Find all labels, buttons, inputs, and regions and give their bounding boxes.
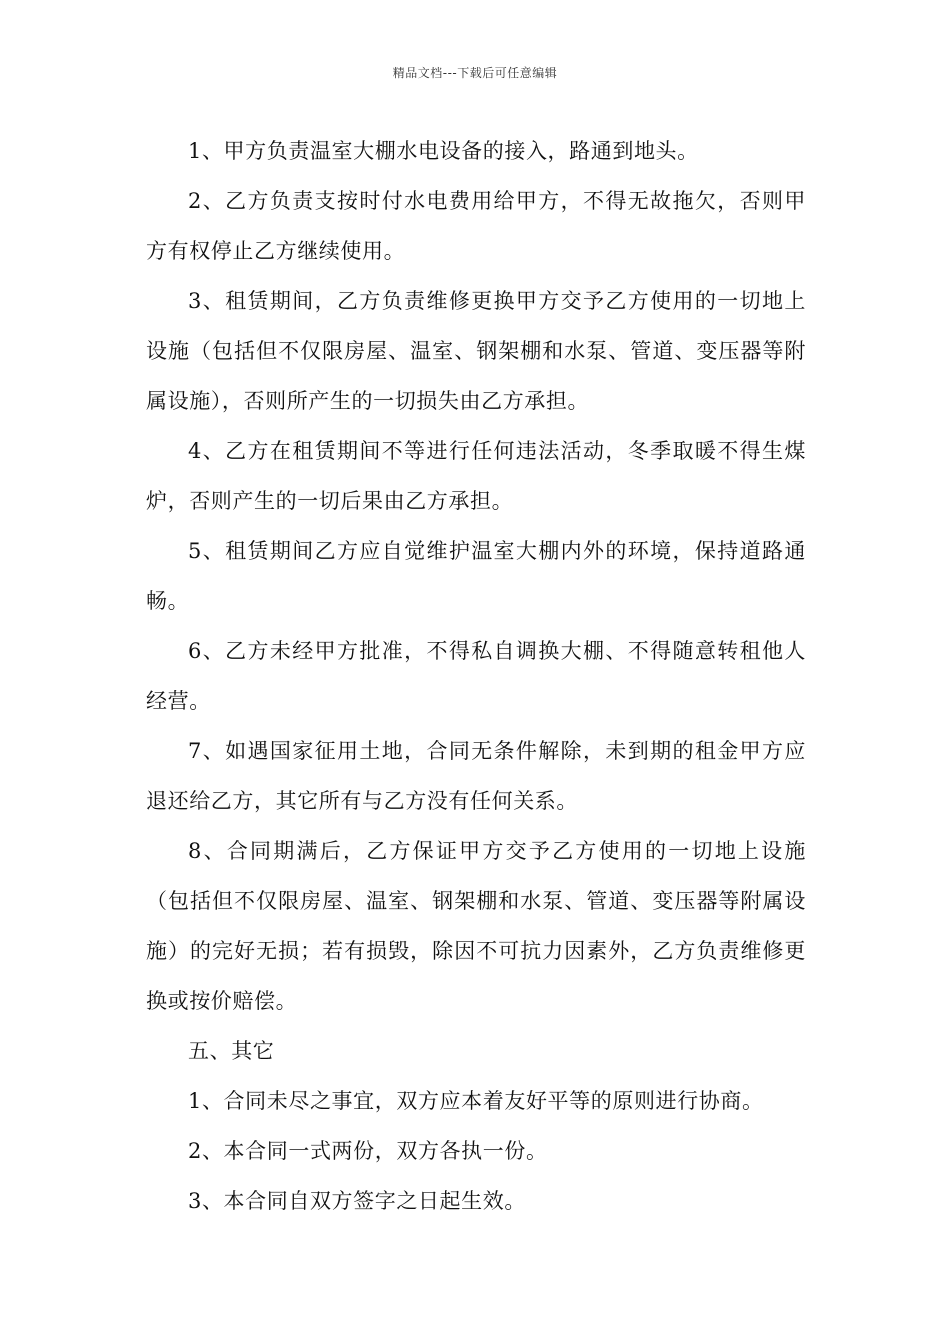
clause-6-subletting: 6、乙方未经甲方批准，不得私自调换大棚、不得随意转租他人经营。 — [146, 639, 806, 713]
page-header: 精品文档---下载后可任意编辑 — [392, 66, 558, 80]
clause-7-expropriation: 7、如遇国家征用土地，合同无条件解除，未到期的租金甲方应退还给乙方，其它所有与乙方没有任何关系。 — [146, 739, 806, 813]
other-clause-2: 2、本合同一式两份，双方各执一份。 — [188, 1139, 548, 1163]
clause-4-prohibitions: 4、乙方在租赁期间不等进行任何违法活动，冬季取暖不得生煤炉，否则产生的一切后果由乙方承担。 — [146, 439, 806, 513]
clause-5-environment: 5、租赁期间乙方应自觉维护温室大棚内外的环境，保持道路通畅。 — [146, 539, 806, 613]
other-clause-3: 3、本合同自双方签字之日起生效。 — [188, 1189, 526, 1213]
other-clause-1: 1、合同未尽之事宜，双方应本着友好平等的原则进行协商。 — [188, 1089, 764, 1113]
clause-1-utilities: 1、甲方负责温室大棚水电设备的接入，路通到地头。 — [188, 139, 699, 163]
section-heading-other: 五、其它 — [188, 1039, 275, 1063]
clause-3-maintenance: 3、租赁期间，乙方负责维修更换甲方交予乙方使用的一切地上设施（包括但不仅限房屋、温室、钢架棚和水泵、管道、变压器等附属设施），否则所产生的一切损失由乙方承担。 — [146, 289, 806, 413]
clause-8-expiry: 8、合同期满后，乙方保证甲方交予乙方使用的一切地上设施（包括但不仅限房屋、温室、钢架棚和水泵、管道、变压器等附属设施）的完好无损；若有损毁，除因不可抗力因素外，乙方负责维修更换或按价赔偿。 — [146, 839, 806, 1013]
clause-2-fees: 2、乙方负责支按时付水电费用给甲方，不得无故拖欠，否则甲方有权停止乙方继续使用。 — [146, 189, 806, 263]
document-body — [146, 126, 806, 1226]
